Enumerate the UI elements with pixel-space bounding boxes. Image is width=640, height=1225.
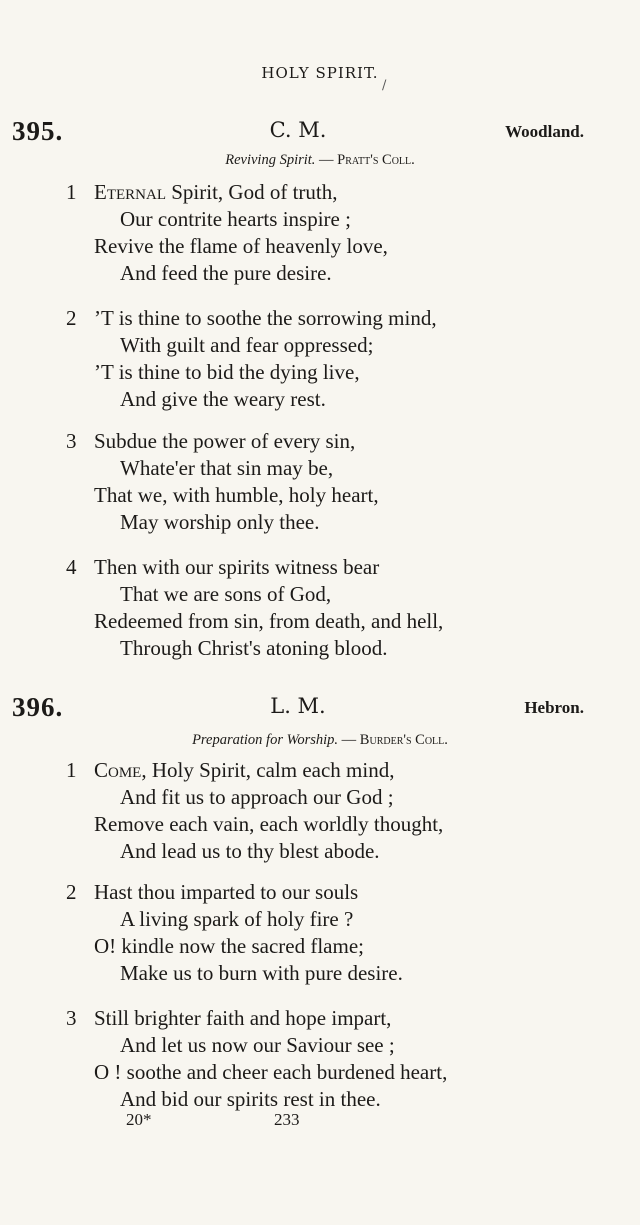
source-collection: Burder's Coll. (359, 732, 448, 748)
verse-number: 3 (66, 1006, 77, 1030)
verse-line: And fit us to approach our God ; (120, 785, 394, 809)
verse-line: O! kindle now the sacred flame; (94, 934, 364, 958)
verse-line: Whate'er that sin may be, (120, 456, 334, 480)
hymn-header (12, 692, 584, 724)
source-title: Reviving Spirit. (225, 152, 316, 168)
hymn-number: 396. (12, 692, 64, 722)
verse-number: 1 (66, 180, 77, 204)
verse-line: Make us to burn with pure desire. (120, 961, 403, 985)
source-title: Preparation for Worship. (192, 732, 339, 748)
hymn-number: 395. (12, 116, 64, 146)
hymn-meter: C. M. (269, 118, 327, 142)
verse-line: A living spark of holy fire ? (120, 907, 354, 931)
source-separator: — (315, 152, 338, 168)
verse-line: With guilt and fear oppressed; (120, 333, 374, 357)
verse-line: Then with our spirits witness bear (94, 555, 380, 579)
signature-mark: 20* (126, 1110, 152, 1129)
verse-line: ’T is thine to bid the dying live, (94, 360, 360, 384)
hymn-tune: Woodland. (505, 122, 584, 141)
verse-line (94, 758, 394, 783)
source-separator: — (338, 732, 360, 748)
verse-line: And feed the pure desire. (120, 261, 332, 285)
verse-line-rest: Spirit, God of truth, (166, 180, 338, 204)
source-collection: Pratt's Coll. (337, 152, 415, 168)
verse-line: And bid our spirits rest in thee. (120, 1087, 381, 1111)
stray-mark: / (382, 78, 387, 93)
verse-line: And lead us to thy blest abode. (120, 839, 380, 863)
verse-line-lead: Eternal (94, 180, 166, 204)
hymn-source (0, 732, 640, 749)
verse-line: ’T is thine to soothe the sorrowing mind, (94, 306, 437, 330)
verse-line: Our contrite hearts inspire ; (120, 207, 351, 231)
verse-number: 1 (66, 758, 77, 782)
verse-line: Redeemed from sin, from death, and hell, (94, 609, 444, 633)
hymn-header (12, 116, 584, 148)
verse-line: And give the weary rest. (120, 387, 326, 411)
verse-number: 4 (66, 555, 77, 579)
verse-line: Remove each vain, each worldly thought, (94, 812, 444, 836)
verse-line: Still brighter faith and hope impart, (94, 1006, 392, 1030)
verse-number: 2 (66, 880, 77, 904)
verse-line (94, 180, 338, 205)
running-head: HOLY SPIRIT. (261, 64, 379, 82)
hymn-meter: L. M. (270, 694, 326, 718)
verse-line: That we are sons of God, (120, 582, 332, 606)
verse-line: Through Christ's atoning blood. (120, 636, 388, 660)
verse-line: May worship only thee. (120, 510, 320, 534)
verse-line: Subdue the power of every sin, (94, 429, 356, 453)
verse-line: Revive the flame of heavenly love, (94, 234, 388, 258)
hymn-tune: Hebron. (524, 698, 584, 717)
verse-line: Hast thou imparted to our souls (94, 880, 359, 904)
verse-line-rest: Holy Spirit, calm each mind, (146, 758, 395, 782)
verse-line: O ! soothe and cheer each burdened heart, (94, 1060, 448, 1084)
verse-line-lead: Come, (94, 758, 147, 782)
hymn-source (0, 152, 640, 169)
verse-line: That we, with humble, holy heart, (94, 483, 379, 507)
verse-line: And let us now our Saviour see ; (120, 1033, 395, 1057)
verse-number: 3 (66, 429, 77, 453)
verse-number: 2 (66, 306, 77, 330)
page-number: 233 (274, 1110, 300, 1129)
